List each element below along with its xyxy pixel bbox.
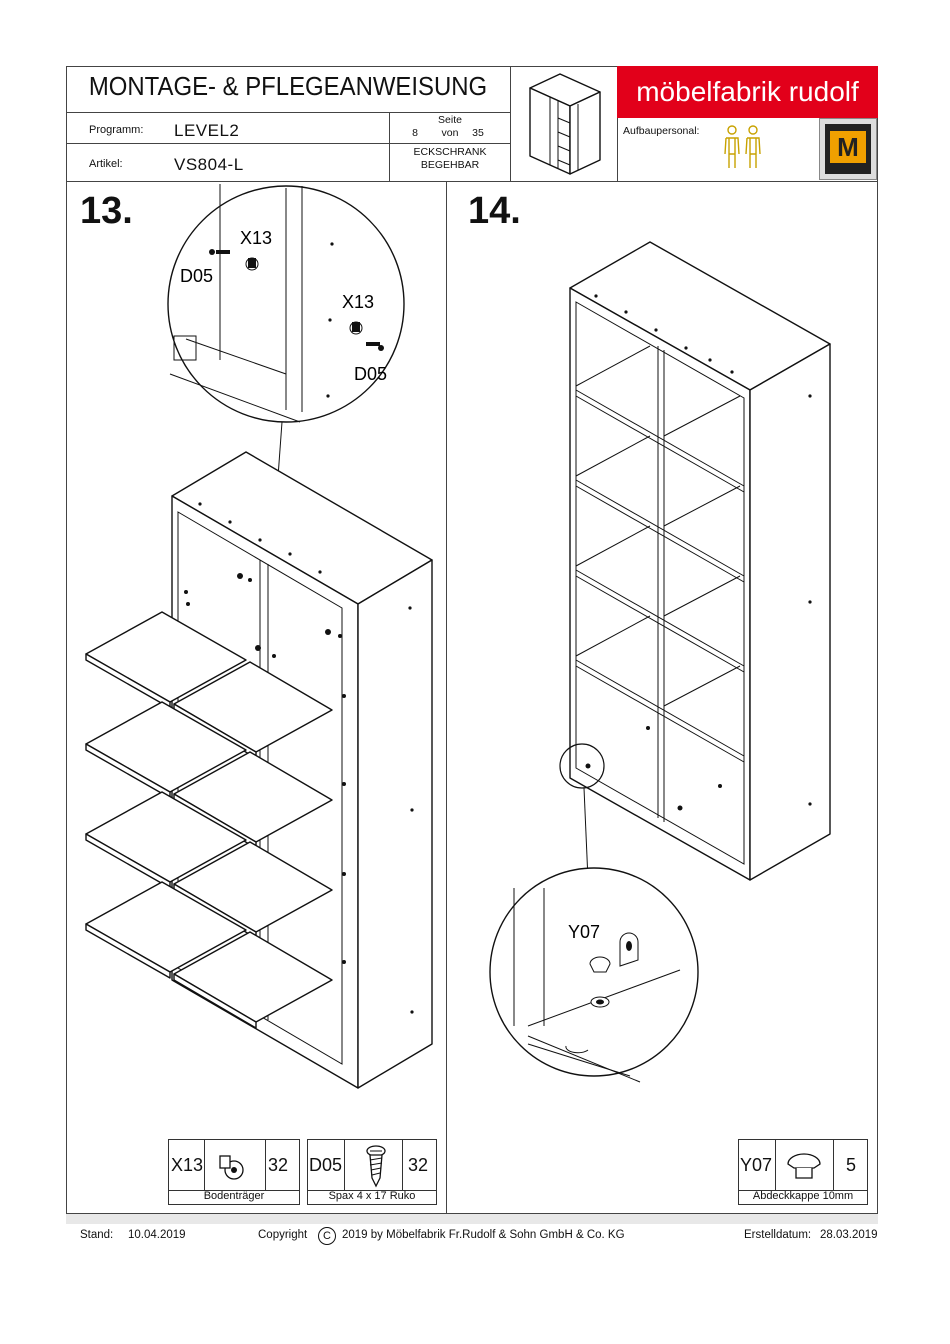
copyright-symbol: C [318, 1227, 336, 1245]
programm-label: Programm: [89, 124, 144, 136]
header-divider [66, 112, 510, 113]
copyright-text: 2019 by Möbelfabrik Fr.Rudolf & Sohn GmbH & Co. KG [342, 1229, 625, 1241]
shelf-support-icon [214, 1148, 248, 1184]
callout-d05: D05 [354, 364, 388, 384]
document-title: MONTAGE- & PFLEGEANWEISUNG [88, 71, 488, 101]
callout-x13: X13 [342, 292, 375, 312]
callout-y07: Y07 [568, 922, 601, 942]
stand-label: Stand: [80, 1229, 114, 1241]
page-total: 35 [472, 127, 484, 139]
callout-d05: D05 [180, 266, 214, 286]
part-d05-name: Spax 4 x 17 Ruko [328, 1190, 416, 1202]
artikel-label: Artikel: [89, 158, 123, 170]
programm-value: LEVEL2 [174, 121, 240, 140]
step-14-illustration [470, 236, 870, 1096]
product-thumbnail-icon [520, 70, 612, 178]
callout-x13: X13 [240, 228, 273, 248]
product-line-1: ECKSCHRANK [413, 146, 487, 158]
part-x13-code: X13 [171, 1155, 204, 1175]
page-von: von [441, 127, 459, 139]
brand-logo: möbelfabrik rudolf [617, 66, 878, 118]
header-divider [66, 143, 510, 144]
step-13-illustration [70, 184, 444, 1104]
stand-date: 10.04.2019 [128, 1229, 186, 1241]
part-d05-code: D05 [309, 1155, 343, 1175]
part-d05-qty: 32 [408, 1155, 429, 1175]
step-divider [446, 181, 447, 1213]
screw-icon [362, 1144, 390, 1188]
two-persons-icon [722, 124, 764, 172]
page-current: 8 [412, 127, 418, 139]
part-y07-code: Y07 [740, 1155, 773, 1175]
header-divider [510, 66, 511, 181]
footer-band [66, 1214, 878, 1224]
cover-cap-icon [784, 1152, 824, 1182]
artikel-value: VS804-L [174, 155, 244, 174]
step-13-number: 13. [80, 190, 133, 232]
copyright-label: Copyright [258, 1229, 308, 1241]
aufbaupersonal-label: Aufbaupersonal: [623, 125, 700, 137]
part-y07-name: Abdeckkappe 10mm [752, 1190, 854, 1202]
step-14-number: 14. [468, 190, 521, 232]
part-y07-qty: 5 [846, 1155, 857, 1175]
seite-label: Seite [438, 114, 462, 126]
quality-seal-icon: M [819, 118, 877, 180]
product-line-2: BEGEHBAR [420, 159, 480, 171]
header-divider [389, 112, 390, 181]
header-bottom-line [66, 181, 878, 182]
erstelldatum-label: Erstelldatum: [744, 1229, 812, 1241]
erstelldatum-date: 28.03.2019 [820, 1229, 878, 1241]
part-x13-qty: 32 [268, 1155, 289, 1175]
part-x13-name: Bodenträger [203, 1190, 265, 1202]
